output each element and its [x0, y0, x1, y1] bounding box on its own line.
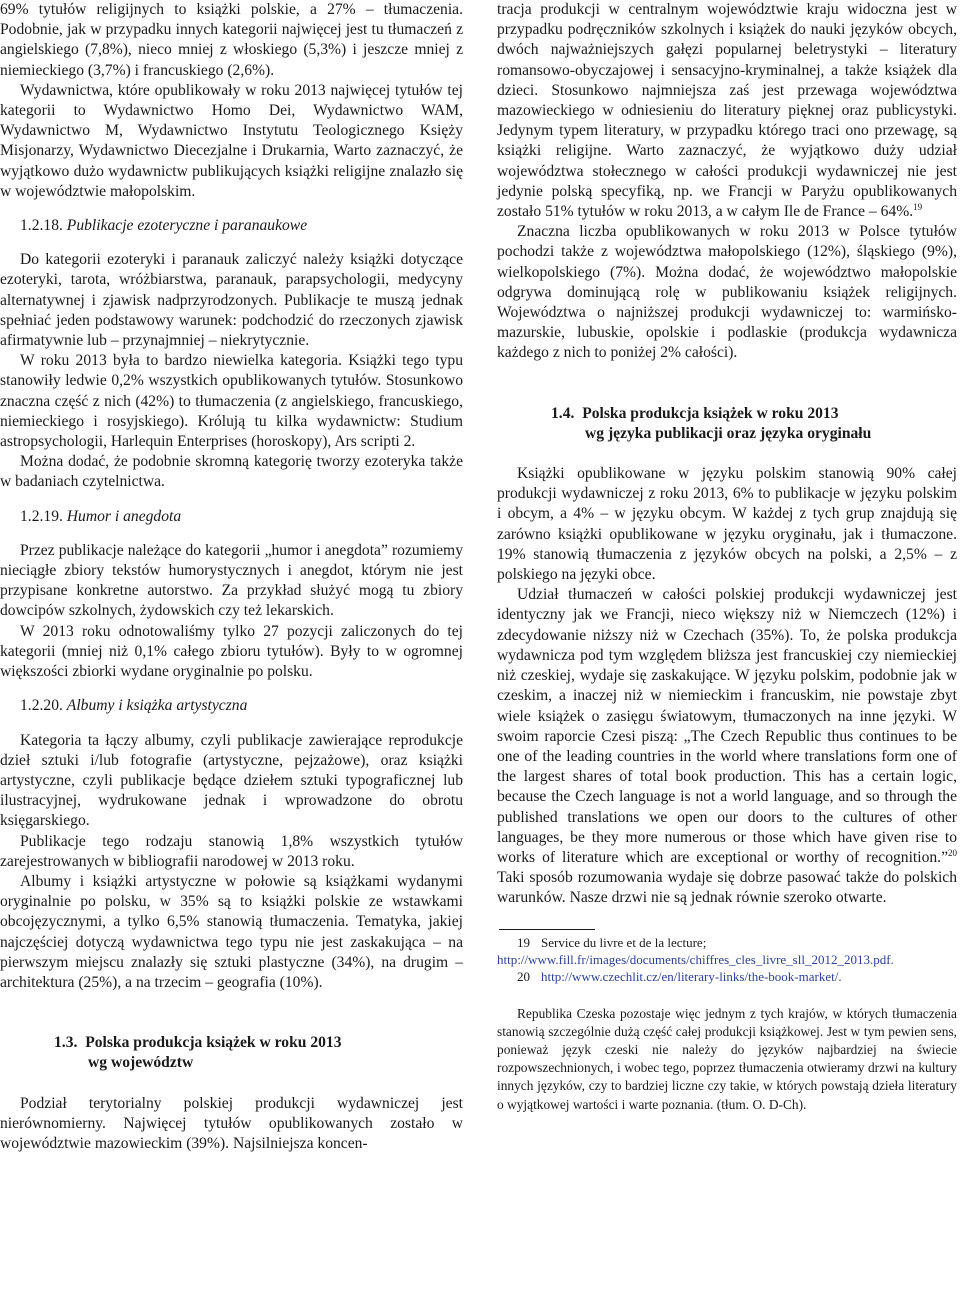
footnote-number: 19 — [517, 934, 530, 950]
section-heading-regions — [0, 1033, 463, 1073]
spacer — [497, 364, 957, 384]
paragraph-regions: Znaczna liczba opublikowanych w roku 2013 w Polsce tytułów pochodzi także z województwa małopolskiego (12%), śląskiego (9%), wielkopolskiego (7%). Można dodać, że województwo małopolskie odgrywa dominującą rolę w publikowaniu książek religijnych. Województwa o najniższej produkcji wydawniczej to: warmińsko-mazurskie, lubuskie, opolskie i podlaskie (produkcja wydawnicza każdego z nich to poniżej 2% całości). — [497, 223, 957, 362]
left-column — [0, 0, 463, 1154]
spacer — [0, 993, 463, 1013]
spacer — [497, 384, 957, 404]
translation-note: Republika Czeska pozostaje więc jednym z tych krajów, w których tłumaczenia stanowią szczególnie dużą część całej produkcji książkowej. Jest w tym pewien sens, ponieważ język czeski nie należy do języków najbardziej na świecie rozpowszechnionych, i wobec tego, poprzez tłumaczenia otwieramy drzwi na kultury innych języków, czy to bardziej liczne czy takie, w których powstają dzieła literatury o wyjątkowej wartości i warte poznania. (tłum. O. D-Ch). — [497, 1005, 957, 1112]
paragraph: Podział terytorialny polskiej produkcji wydawniczej jest nierównomierny. Najwięcej tytułów opublikowanych zostało w województwie mazowieckim (39%). Najsilniejsza koncen- — [0, 1094, 463, 1152]
section-title: Polska produkcja książek w roku 2013 — [85, 1034, 342, 1052]
paragraph: W 2013 roku odnotowaliśmy tylko 27 pozycji zaliczonych do tej kategorii (mniej niż 0,1% całego zbioru tytułów). Były to w ogromnej większości zbiorki wydane oryginalnie po polsku. — [0, 622, 463, 681]
section-number: 1.3. — [54, 1034, 78, 1052]
subsection-heading-humor — [0, 507, 463, 527]
footnote-link[interactable]: http://www.czechlit.cz/en/literary-links/the-book-market/. — [541, 968, 842, 984]
paragraph: Książki opublikowane w języku polskim stanowią 90% całej produkcji wydawniczej z roku 2013, 6% to publikacje w języku polskim i obcym, a 4% – w języku obcym. W każdej z tych grup znajdują się zarówno książki opublikowane w języku oryginału, jak i tłumaczone. 19% stanowią tłumaczenia z języków obcych na polski, a 2,5% – z polskiego na języki obce. — [497, 465, 957, 584]
spacer — [0, 1074, 463, 1094]
right-column — [497, 0, 957, 1114]
section-title: Humor i anegdota — [66, 507, 182, 525]
footnote-20 — [497, 968, 957, 985]
paragraph-text: tracja produkcji w centralnym województwie kraju widoczna jest w przypadku podręczników szkolnych i książek do nauki języków obcych, dwóch najważniejszych gałęzi popularnej beletrystyki – literatury romansowo-obyczajowej i sensacyjno-kryminalnej, a także książek dla dzieci. Stosunkowo najmniejsza zaś jest przewaga województwa mazowieckiego w odniesieniu do literatury pięknej oraz publicystyki. Jedynym typem literatury, w przypadku którego traci ono przewagę, są książki religijne. Warto zaznaczyć, że wyjątkowo duży udział województwa stołecznego w całości produkcji wydawniczej nie jest jedynie polską specyfiką, np. we Francji w Paryżu opublikowanych zostało 51% tytułów w roku 2013, a w całym Ile de France – 64%. — [497, 1, 957, 221]
paragraph: Publikacje tego rodzaju stanowią 1,8% wszystkich tytułów zarejestrowanych w bibliografii narodowej w 2013 roku. — [0, 832, 463, 870]
subsection-heading-esoteric — [0, 216, 463, 236]
paragraph-continued — [497, 0, 957, 222]
section-number: 1.2.19. — [20, 507, 63, 525]
paragraph-religious-publishers: Wydawnictwa, które opublikowały w roku 2013 najwięcej tytułów tej kategorii to Wydawnictwo Homo Dei, Wydawnictwo WAM, Wydawnictwo M, Wydawnictwo Instytutu Teologicznego Księży Misjonarzy, Wydawnictwo Diecezjalne i Drukarnia, Warto zaznaczyć, że wyjątkowo dużo wydawnictw publikujących książki religijne znalazło się w województwie małopolskim. — [0, 81, 463, 200]
subsection-heading-albums — [0, 696, 463, 716]
section-number: 1.2.18. — [20, 217, 63, 235]
footnote-link[interactable]: http://www.fill.fr/images/documents/chiffres_cles_livre_sll_2012_2013.pdf. — [497, 951, 894, 967]
paragraph: Albumy i książki artystyczne w połowie są książkami wydanymi oryginalnie po polsku, w 35% są to książki polskie ze wstawkami obcojęzycznymi, a tylko 6,5% stanowią tłumaczenia. Tematyka, jakiej najczęściej dotyczą wydawnictwa tego typu nie jest zaskakująca – na pierwszym miejscu znalazły się sztuki plastyczne (34%), na drugim – architektura (25%), a na trzecim – geografia (10%). — [0, 872, 463, 991]
spacer — [0, 682, 463, 696]
footnote-number: 20 — [517, 968, 530, 984]
paragraph: Przez publikacje należące do kategorii „humor i anegdota” rozumiemy nieciągłe zbiory tekstów humorystycznych i anegdot, którym nie jest przypisane konkretne autorstwo. Za przykład służyć mogą tu zbiory dowcipów szkolnych, żydowskich czy też lekarskich. — [0, 541, 463, 620]
footnote-ref-19[interactable]: 19 — [913, 201, 923, 212]
paragraph: Do kategorii ezoteryki i paranauk zaliczyć należy książki dotyczące ezoteryki, tarota, wróżbiarstwa, paranauk, parapsychologii, medycyny alternatywnej i zjawisk nadprzyrodzonych. Publikacje te muszą jednak spełniać jeden podstawowy warunek: podchodzić do rzeczonych zjawisk afirmatywnie lub – przynajmniej – niekrytycznie. — [0, 251, 463, 350]
spacer — [497, 909, 957, 929]
section-heading-languages — [497, 404, 957, 444]
section-title: Publikacje ezoteryczne i paranaukowe — [66, 217, 308, 235]
section-title-line2: wg języka publikacji oraz języka oryginału — [585, 424, 872, 442]
spacer — [0, 493, 463, 507]
paragraph-religious-translations: 69% tytułów religijnych to książki polskie, a 27% – tłumaczenia. Podobnie, jak w przypadku innych kategorii najwięcej jest tu tłumaczeń z angielskiego (7,8%), nieco mniej z włoskiego (5,3%) i jeszcze mniej z niemieckiego (3,7%) i francuskiego (2,6%). — [0, 1, 463, 79]
spacer — [497, 444, 957, 464]
footnote-ref-20[interactable]: 20 — [948, 847, 957, 858]
footnote-divider — [499, 929, 595, 930]
footnote-19 — [497, 934, 957, 968]
paragraph-text: Udział tłumaczeń w całości polskiej produkcji wydawniczej jest identyczny jak we Francji, nieco większy niż w Niemczech (12%) i zdecydowanie niższy niż w Czechach (35%). To, że polska produkcja wydawnicza pod tym względem bliższa jest francuskiej czy niemieckiej niż czeskiej, wydaje się zaskakujące. W języku polskim, podobnie jak w czeskim, a inaczej niż w niemieckim i francuskim, nie powstaje zbyt wiele książek o zasięgu światowym, tłumaczonych na inne języki. W swoim raporcie Czesi piszą: „The Czech Republic thus continues to be one of the leading countries in the world where translations form one of the largest shares of total book production. This has a certain logic, because the Czech language is not a world language, and so through the published translations we open our doors to the cultures of other languages, be they more numerous or those which have given rise to works of literature which are exceptional or worthy of recognition.” — [497, 586, 957, 866]
spacer — [0, 527, 463, 541]
spacer — [0, 236, 463, 250]
spacer — [497, 985, 957, 1005]
paragraph: Kategoria ta łączy albumy, czyli publikacje zawierające reprodukcje dzieł sztuki i/lub fotografie (artystyczne, pejzażowe), oraz książki artystyczne, czyli publikacje będące dziełem sztuki typograficznej lub ilustracyjnej, wydrukowane jednak i wprowadzone do obrotu księgarskiego. — [0, 731, 463, 830]
section-title: Polska produkcja książek w roku 2013 — [582, 404, 839, 422]
spacer — [0, 717, 463, 731]
section-number: 1.4. — [551, 404, 575, 422]
spacer — [0, 202, 463, 216]
spacer — [0, 1013, 463, 1033]
section-number: 1.2.20. — [20, 697, 63, 715]
paragraph-translations — [497, 585, 957, 908]
section-title-line2: wg województw — [88, 1054, 194, 1072]
paragraph: W roku 2013 była to bardzo niewielka kategoria. Książki tego typu stanowiły ledwie 0,2% wszystkich opublikowanych tytułów. Stosunkowo znaczna część z nich (42%) to tłumaczenia (z angielskiego, francuskiego, niemieckiego i rosyjskiego). Królują tu kilka wydawnictw: Studium astropsychologii, Harlequin Enterprises (horoskopy), Ars scripti 2. — [0, 352, 463, 451]
paragraph-text: Taki sposób rozumowania wydaje się dobrze pasować także do polskich warunków. Nasze drzwi nie są jednak równie szeroko otwarte. — [497, 869, 957, 907]
section-title: Albumy i książka artystyczna — [66, 697, 248, 715]
paragraph: Można dodać, że podobnie skromną kategorię tworzy ezoteryka także w badaniach czytelnictwa. — [0, 453, 463, 491]
footnote-text: Service du livre et de la lecture; — [541, 934, 707, 950]
